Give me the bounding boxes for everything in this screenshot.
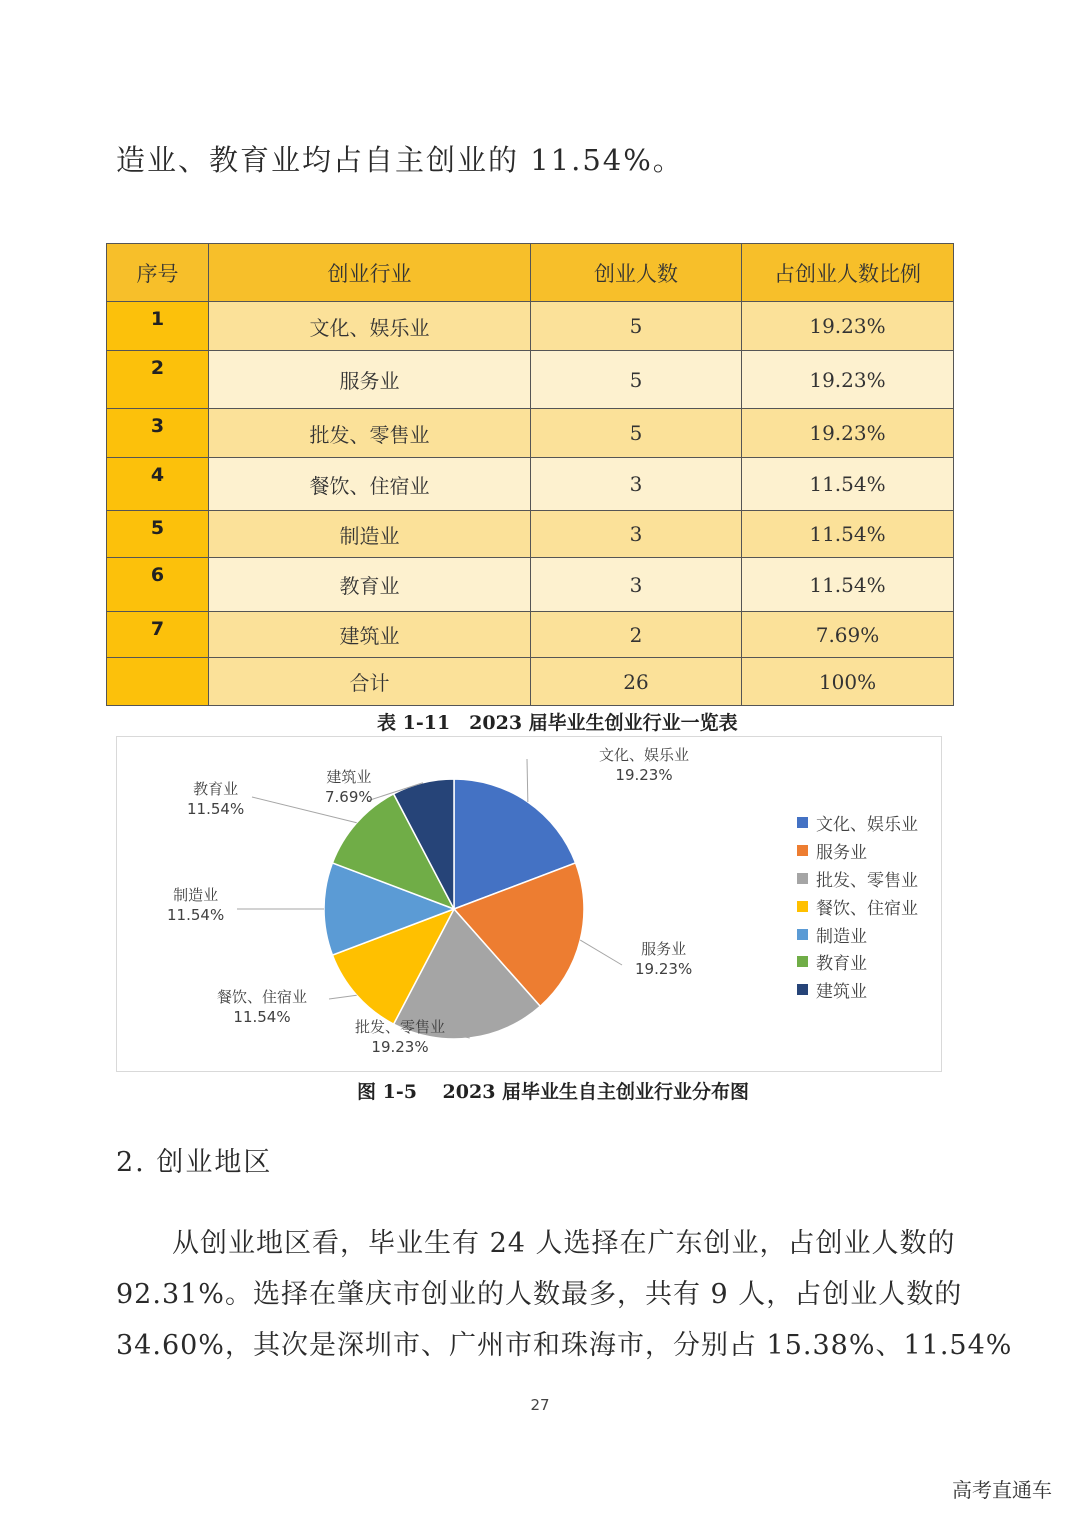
table-row (107, 409, 954, 458)
header-seq: 序号 (107, 244, 209, 302)
legend-item-service (797, 837, 918, 865)
body-line: 从创业地区看，毕业生有 24 人选择在广东创业，占创业人数的 (172, 1228, 956, 1259)
legend-item-culture (797, 809, 918, 837)
row-industry: 服务业 (209, 351, 531, 409)
industry-table (106, 243, 954, 706)
legend-item-education (797, 948, 918, 976)
pie-label-name: 建筑业 (326, 768, 372, 786)
row-seq: 1 (107, 302, 209, 351)
table-caption: 表 1-11 2023 届毕业生创业行业一览表 (377, 712, 738, 734)
legend-label: 服务业 (816, 843, 867, 864)
row-seq: 6 (107, 558, 209, 612)
intro-paragraph: 造业、教育业均占自主创业的 11.54%。 (116, 143, 684, 177)
legend-label: 建筑业 (816, 982, 867, 1003)
row-count: 2 (531, 612, 742, 658)
row-pct: 19.23% (742, 409, 954, 458)
pie-label-retail (355, 1017, 445, 1057)
pie-label-education (187, 779, 244, 819)
pie-label-value: 19.23% (371, 1038, 429, 1056)
header-count: 创业人数 (531, 244, 742, 302)
pie-label-name: 教育业 (193, 780, 239, 798)
table-row (107, 302, 954, 351)
row-count: 3 (531, 458, 742, 511)
pie-chart (116, 736, 942, 1072)
legend-label: 批发、零售业 (816, 870, 918, 891)
pie-label-manufacturing (167, 885, 224, 925)
pie-label-name: 餐饮、住宿业 (217, 988, 308, 1006)
row-pct: 11.54% (742, 511, 954, 558)
pie-label-value: 19.23% (635, 960, 693, 978)
row-industry: 文化、娱乐业 (209, 302, 531, 351)
header-industry: 创业行业 (209, 244, 531, 302)
header-pct: 占创业人数比例 (742, 244, 954, 302)
row-industry: 餐饮、住宿业 (209, 458, 531, 511)
chart-legend (797, 809, 918, 1004)
row-seq: 3 (107, 409, 209, 458)
pie-label-name: 批发、零售业 (355, 1018, 446, 1036)
row-industry: 教育业 (209, 558, 531, 612)
row-seq: 4 (107, 458, 209, 511)
body-line: 34.60%，其次是深圳市、广州市和珠海市，分别占 15.38%、11.54% (116, 1330, 1013, 1361)
row-pct: 19.23% (742, 302, 954, 351)
row-seq: 7 (107, 612, 209, 658)
pie-label-construction (325, 767, 373, 807)
legend-swatch (797, 845, 808, 856)
leader-line-catering (329, 995, 357, 999)
legend-label: 餐饮、住宿业 (816, 898, 918, 919)
table-total-row (107, 658, 954, 706)
total-count: 26 (531, 658, 742, 706)
pie-label-value: 11.54% (233, 1008, 291, 1026)
legend-swatch (797, 984, 808, 995)
row-count: 5 (531, 409, 742, 458)
pie-label-name: 服务业 (641, 940, 687, 958)
row-industry: 制造业 (209, 511, 531, 558)
row-pct: 11.54% (742, 458, 954, 511)
table-row (107, 511, 954, 558)
row-pct: 19.23% (742, 351, 954, 409)
legend-label: 文化、娱乐业 (816, 815, 918, 836)
row-count: 3 (531, 558, 742, 612)
legend-item-construction (797, 976, 918, 1004)
pie-label-service (635, 939, 692, 979)
total-label: 合计 (209, 658, 531, 706)
row-pct: 11.54% (742, 558, 954, 612)
pie-label-value: 11.54% (187, 800, 245, 818)
table-header-row (107, 244, 954, 302)
total-seq (107, 658, 209, 706)
body-line: 92.31%。选择在肇庆市创业的人数最多，共有 9 人，占创业人数的 (116, 1279, 963, 1310)
table-row (107, 458, 954, 511)
table-row (107, 558, 954, 612)
pie-label-value: 19.23% (615, 766, 673, 784)
legend-label: 教育业 (816, 954, 867, 975)
pie-label-value: 7.69% (325, 788, 373, 806)
row-industry: 建筑业 (209, 612, 531, 658)
row-industry: 批发、零售业 (209, 409, 531, 458)
total-pct: 100% (742, 658, 954, 706)
legend-swatch (797, 817, 808, 828)
row-seq: 2 (107, 351, 209, 409)
watermark: 高考直通车 (952, 1478, 1052, 1502)
legend-swatch (797, 901, 808, 912)
legend-label: 制造业 (816, 926, 867, 947)
table-row (107, 351, 954, 409)
leader-line-culture (527, 759, 528, 802)
legend-swatch (797, 956, 808, 967)
legend-swatch (797, 873, 808, 884)
pie-label-catering (217, 987, 307, 1027)
leader-line-service (580, 940, 622, 965)
legend-item-manufacturing (797, 920, 918, 948)
legend-swatch (797, 929, 808, 940)
legend-item-catering (797, 892, 918, 920)
pie-label-culture (599, 745, 689, 785)
row-seq: 5 (107, 511, 209, 558)
pie-label-name: 文化、娱乐业 (599, 746, 690, 764)
row-count: 5 (531, 302, 742, 351)
chart-caption: 图 1-5 2023 届毕业生自主创业行业分布图 (357, 1081, 750, 1103)
row-count: 5 (531, 351, 742, 409)
legend-item-retail (797, 865, 918, 893)
page-number: 27 (530, 1396, 550, 1414)
row-count: 3 (531, 511, 742, 558)
row-pct: 7.69% (742, 612, 954, 658)
section-heading: 2. 创业地区 (116, 1147, 273, 1178)
pie-label-name: 制造业 (173, 886, 219, 904)
pie-label-value: 11.54% (167, 906, 225, 924)
table-row (107, 612, 954, 658)
section-body (116, 1218, 1013, 1371)
